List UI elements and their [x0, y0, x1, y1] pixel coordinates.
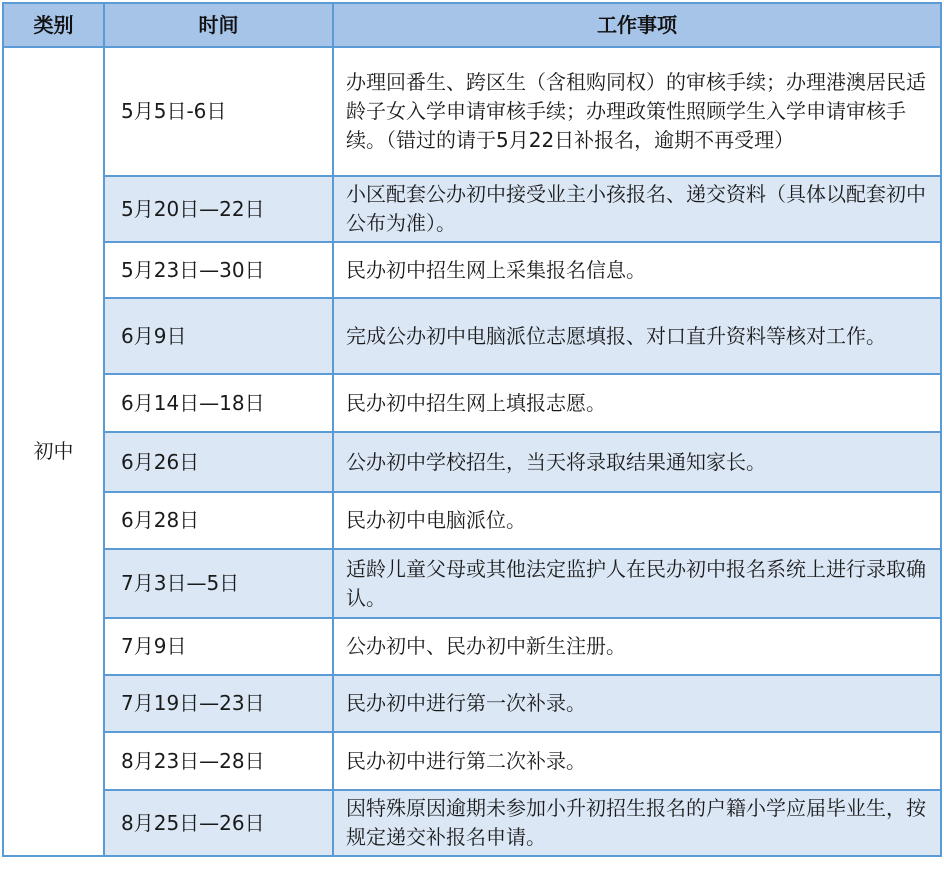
table-row	[3, 618, 941, 675]
table-row	[3, 432, 941, 492]
header-category: 类别	[3, 3, 104, 47]
task-cell: 民办初中招生网上填报志愿。	[333, 374, 941, 432]
time-cell: 7月3日—5日	[104, 549, 333, 618]
task-cell: 办理回番生、跨区生（含租购同权）的审核手续；办理港澳居民适龄子女入学申请审核手续；办理政策性照顾学生入学申请审核手续。（错过的请于5月22日补报名，逾期不再受理）	[333, 47, 941, 176]
table-row	[3, 47, 941, 176]
table-row	[3, 492, 941, 549]
task-cell: 民办初中进行第一次补录。	[333, 675, 941, 732]
time-cell: 8月25日—26日	[104, 790, 333, 856]
time-cell: 7月19日—23日	[104, 675, 333, 732]
enrollment-schedule-table	[2, 2, 942, 857]
time-cell: 5月23日—30日	[104, 242, 333, 298]
time-cell: 6月14日—18日	[104, 374, 333, 432]
task-cell: 公办初中学校招生，当天将录取结果通知家长。	[333, 432, 941, 492]
table-row	[3, 242, 941, 298]
task-cell: 适龄儿童父母或其他法定监护人在民办初中报名系统上进行录取确认。	[333, 549, 941, 618]
task-cell: 民办初中电脑派位。	[333, 492, 941, 549]
time-cell: 6月28日	[104, 492, 333, 549]
task-cell: 完成公办初中电脑派位志愿填报、对口直升资料等核对工作。	[333, 298, 941, 374]
time-cell: 5月20日—22日	[104, 176, 333, 242]
category-cell: 初中	[3, 47, 104, 856]
header-task: 工作事项	[333, 3, 941, 47]
table-row	[3, 298, 941, 374]
table-row	[3, 732, 941, 790]
task-cell: 小区配套公办初中接受业主小孩报名、递交资料（具体以配套初中公布为准）。	[333, 176, 941, 242]
time-cell: 8月23日—28日	[104, 732, 333, 790]
table-row	[3, 176, 941, 242]
time-cell: 6月9日	[104, 298, 333, 374]
table-row	[3, 549, 941, 618]
time-cell: 7月9日	[104, 618, 333, 675]
header-row	[3, 3, 941, 47]
table-row	[3, 790, 941, 856]
task-cell: 民办初中进行第二次补录。	[333, 732, 941, 790]
header-time: 时间	[104, 3, 333, 47]
task-cell: 公办初中、民办初中新生注册。	[333, 618, 941, 675]
time-cell: 6月26日	[104, 432, 333, 492]
task-cell: 因特殊原因逾期未参加小升初招生报名的户籍小学应届毕业生，按规定递交补报名申请。	[333, 790, 941, 856]
time-cell: 5月5日-6日	[104, 47, 333, 176]
table-row	[3, 374, 941, 432]
table-row	[3, 675, 941, 732]
task-cell: 民办初中招生网上采集报名信息。	[333, 242, 941, 298]
